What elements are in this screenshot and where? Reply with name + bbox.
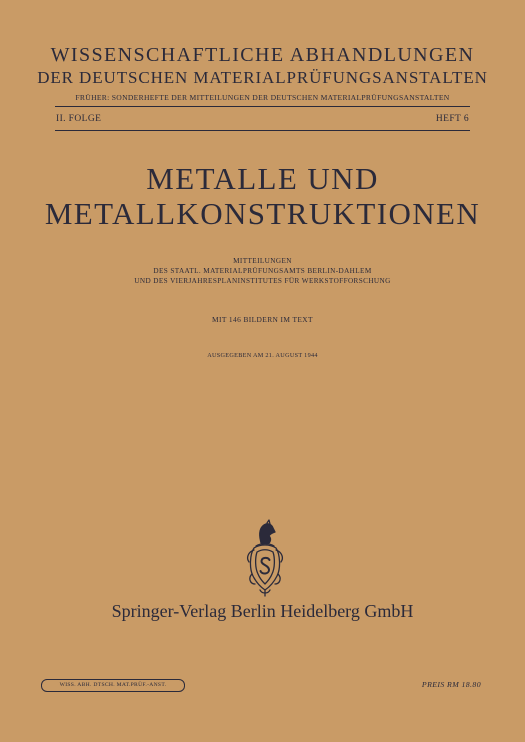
series-title-line1: WISSENSCHAFTLICHE ABHANDLUNGEN xyxy=(50,44,475,66)
series-title-line2: DER DEUTSCHEN MATERIALPRÜFUNGSANSTALTEN xyxy=(37,68,488,87)
bottom-rule xyxy=(55,130,470,131)
subtitle-line2: DES STAATL. MATERIALPRÜFUNGSAMTS BERLIN-DAHLEM xyxy=(153,267,372,275)
price-label: PREIS RM 18.80 xyxy=(421,680,481,689)
subtitle-line3: UND DES VIERJAHRESPLANINSTITUTES FÜR WERKSTOFFORSCHUNG xyxy=(134,277,391,285)
illustrations-note: MIT 146 BILDERN IM TEXT xyxy=(212,315,313,324)
series-former-name: FRÜHER: SONDERHEFTE DER MITTEILUNGEN DER DEUTSCHEN MATERIALPRÜFUNGSANSTALTEN xyxy=(75,93,450,102)
springer-knight-logo-icon xyxy=(240,518,290,598)
publisher-name: Springer-Verlag Berlin Heidelberg GmbH xyxy=(111,601,414,621)
issue-date: AUSGEGEBEN AM 21. AUGUST 1944 xyxy=(207,352,318,359)
series-abbreviation-box: WISS. ABH. DTSCH. MAT.PRÜF.-ANST. xyxy=(41,679,185,692)
book-title xyxy=(0,161,525,231)
series-number: II. FOLGE xyxy=(56,114,102,124)
issue-number: HEFT 6 xyxy=(435,114,469,124)
top-rule xyxy=(55,106,470,107)
book-title-line1: METALLE UND xyxy=(146,161,379,196)
book-title-line2: METALLKONSTRUKTIONEN xyxy=(44,196,481,231)
subtitle-line1: MITTEILUNGEN xyxy=(233,257,292,265)
